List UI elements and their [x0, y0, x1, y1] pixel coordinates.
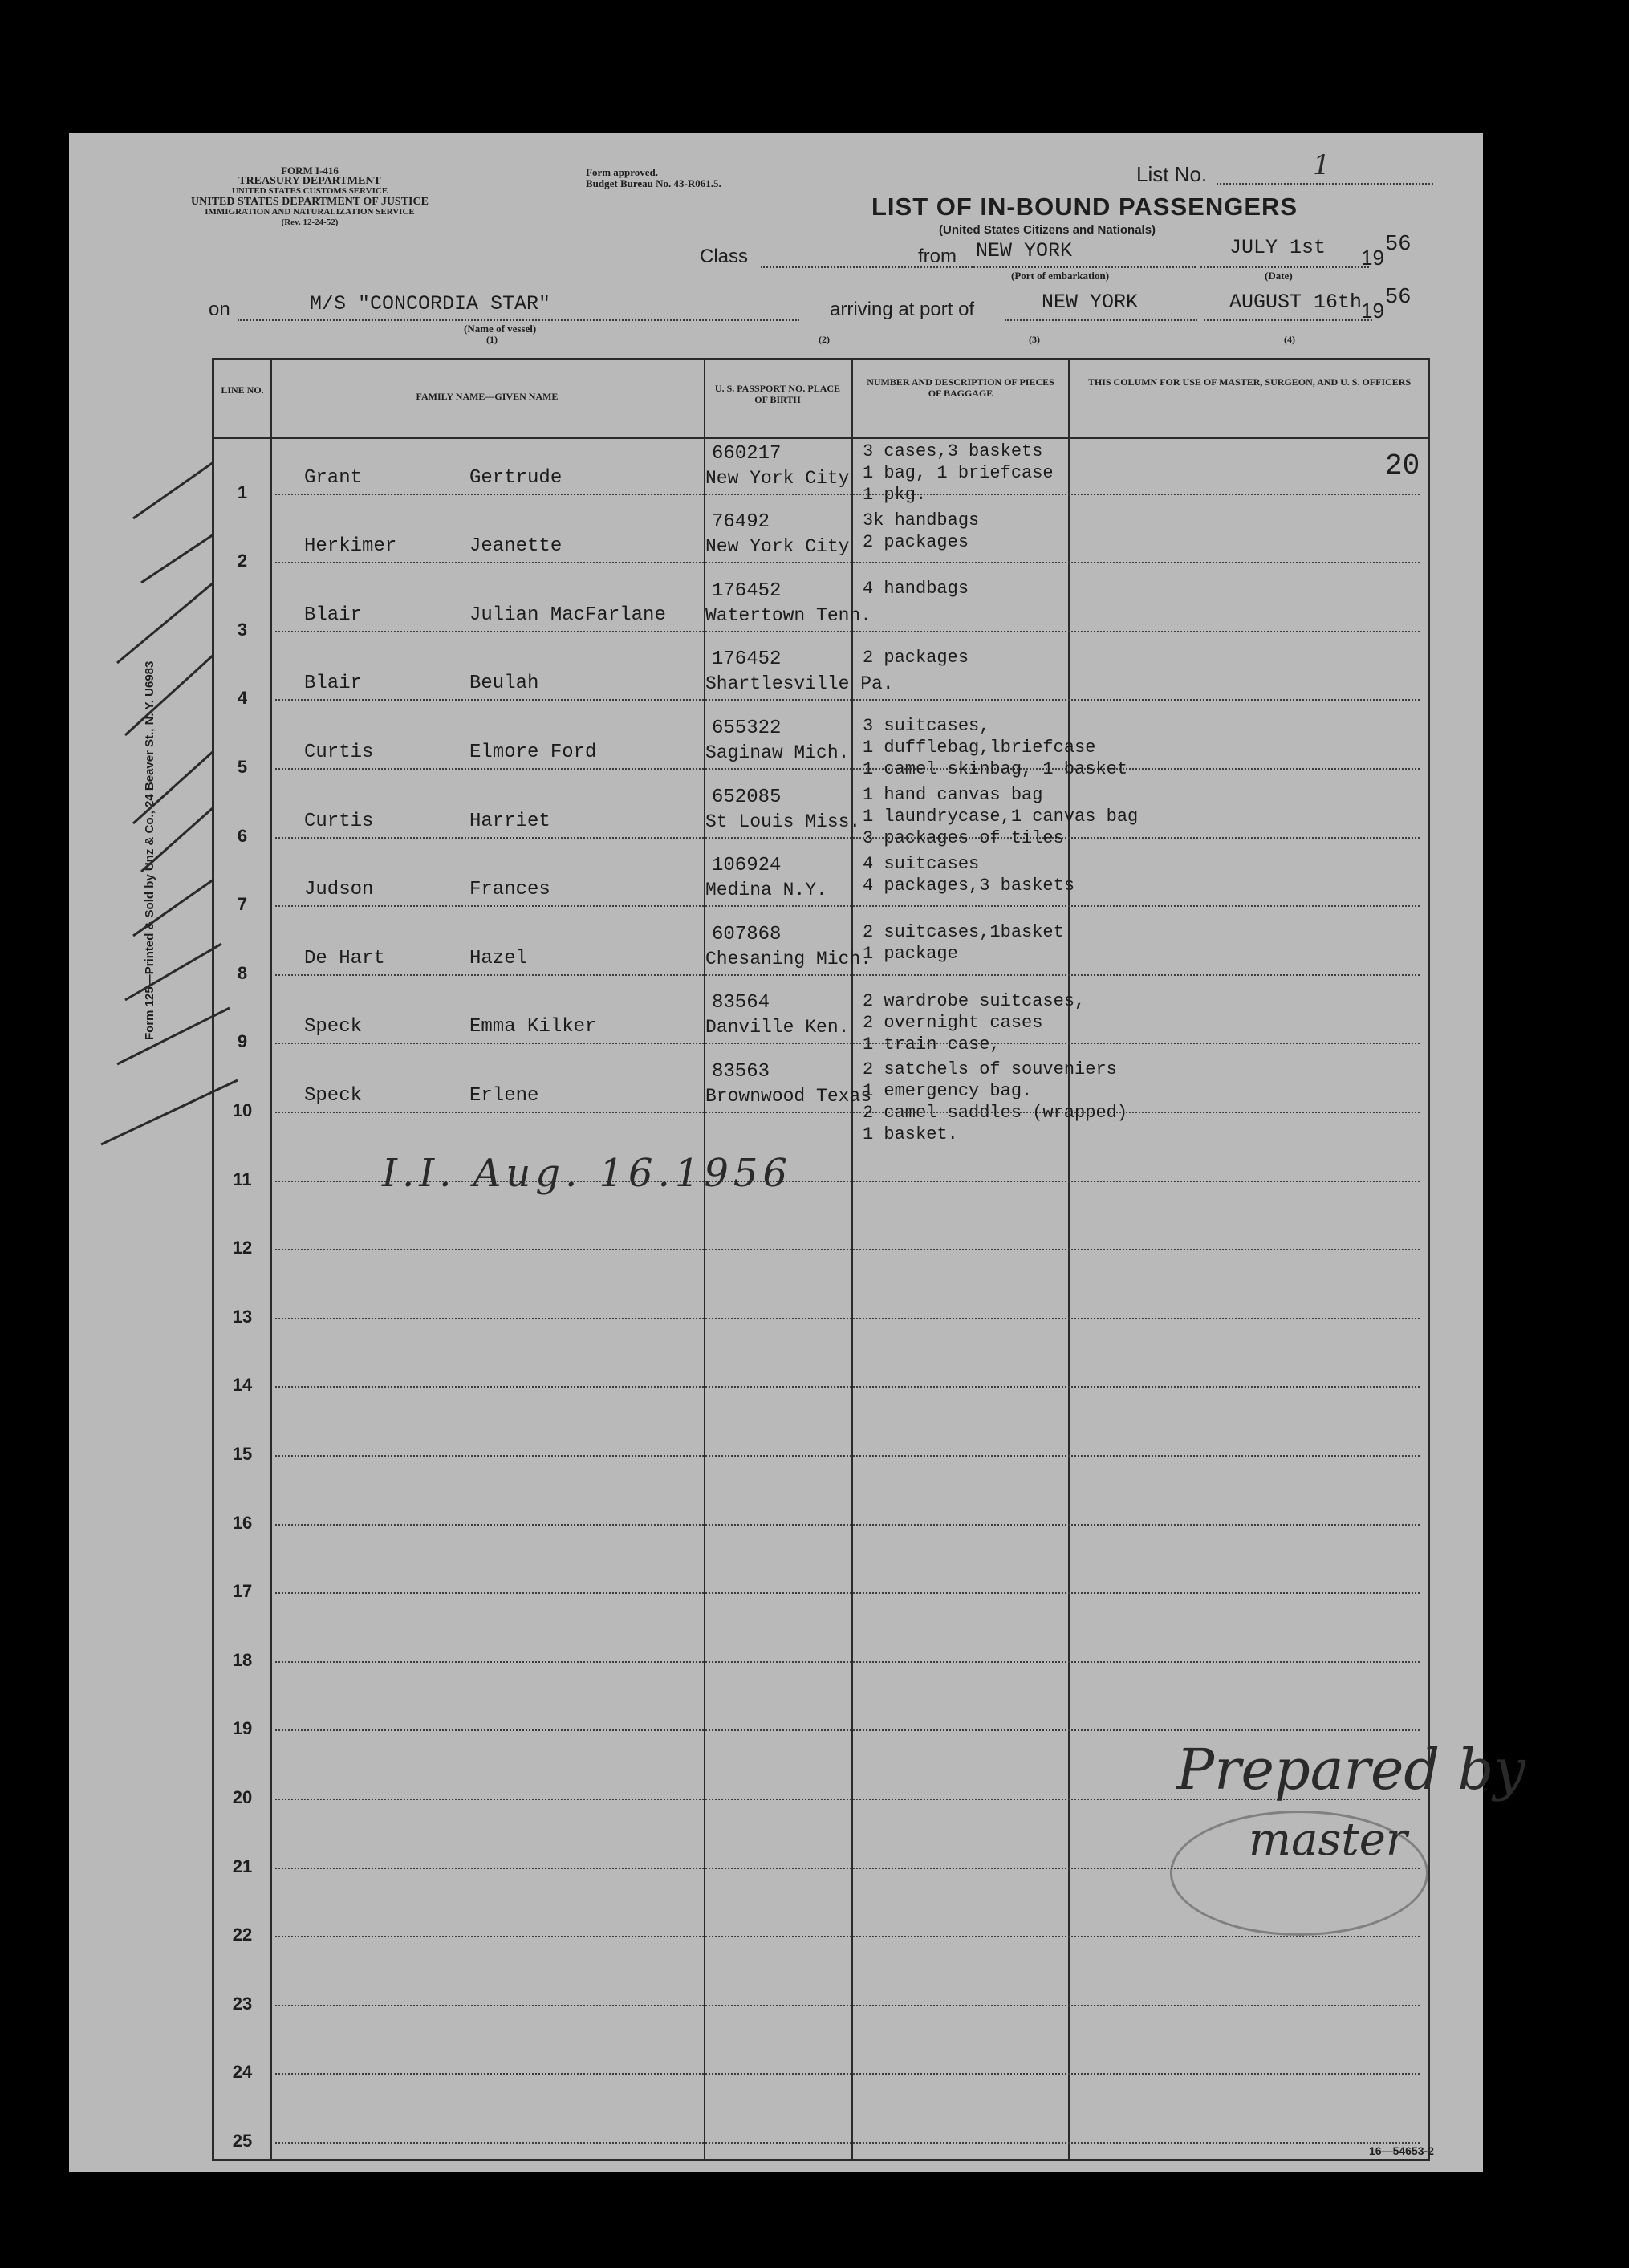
official-stamp: [1170, 1811, 1428, 1936]
row-dotted-line: [275, 1524, 1420, 1526]
line-number: 15: [232, 1443, 253, 1464]
line-number: 17: [232, 1581, 253, 1602]
baggage-item: 1 hand canvas bag: [863, 785, 1043, 805]
table-row: [214, 1262, 1428, 1331]
column-caption-2: (2): [819, 334, 830, 345]
table-row: [214, 2018, 1428, 2087]
baggage-list: [863, 715, 1127, 780]
baggage-item: 1 package: [863, 944, 958, 965]
line-number: 19: [232, 1718, 253, 1739]
passport-number: 76492: [712, 511, 770, 534]
table-row: [214, 1605, 1428, 1674]
line-number: 20: [232, 1786, 253, 1807]
baggage-list: [863, 647, 969, 669]
baggage-item: 4 packages,3 baskets: [863, 875, 1075, 896]
table-row: [214, 1055, 1428, 1145]
line-number: 16: [232, 1512, 253, 1533]
row-dotted-line: [275, 1455, 1420, 1457]
family-name: Grant: [304, 466, 363, 489]
table-row: [214, 1537, 1428, 1606]
table-row: [214, 918, 1428, 987]
line-number: 25: [232, 2130, 253, 2151]
row-dotted-line: [275, 562, 1420, 563]
baggage-item: 2 packages: [863, 531, 969, 552]
baggage-item: 2 suitcases,1basket: [863, 922, 1064, 943]
passenger-list-form: [69, 133, 1525, 2172]
family-name: Blair: [304, 673, 363, 695]
row-dotted-line: [275, 974, 1420, 976]
baggage-item: 3 suitcases,: [863, 716, 990, 737]
table-row: [214, 1468, 1428, 1537]
vessel-name: M/S "CONCORDIA STAR": [310, 292, 551, 315]
row-dotted-line: [275, 2142, 1420, 2144]
table-row: [214, 850, 1428, 919]
family-name: Speck: [304, 1084, 363, 1107]
row-dotted-line: [275, 1043, 1420, 1044]
baggage-list: [863, 578, 969, 600]
row-dotted-line: [275, 837, 1420, 839]
col-header-line: LINE NO.: [221, 384, 264, 396]
baggage-list: [863, 784, 1138, 849]
place-of-birth: Danville Ken.: [705, 1017, 850, 1038]
line-number: 24: [232, 2062, 253, 2083]
year-prefix-1: 19: [1361, 246, 1384, 270]
line-number: 3: [237, 619, 248, 640]
table-row: [214, 1399, 1428, 1468]
given-name: Hazel: [469, 947, 528, 969]
on-label: on: [209, 299, 230, 320]
row-dotted-line: [275, 1661, 1420, 1663]
col-header-officers: THIS COLUMN FOR USE OF MASTER, SURGEON, AND U. S. OFFICERS: [1087, 376, 1412, 388]
class-label: Class: [700, 246, 749, 267]
place-of-birth: Medina N.Y.: [705, 880, 827, 901]
baggage-item: 4 handbags: [863, 579, 969, 600]
passport-number: 652085: [712, 786, 782, 808]
table-row: [214, 2086, 1428, 2155]
officer-count: 20: [1385, 449, 1420, 482]
arrival-date: AUGUST 16th: [1229, 291, 1363, 314]
line-number: 13: [232, 1306, 253, 1327]
embarkation-port: NEW YORK: [976, 239, 1073, 262]
embarkation-date: JULY 1st: [1229, 236, 1326, 259]
given-name: Beulah: [469, 673, 539, 695]
place-of-birth: Chesaning Mich.: [705, 948, 872, 969]
table-row: [214, 1331, 1428, 1400]
baggage-list: [863, 853, 1074, 896]
col-header-name: FAMILY NAME—GIVEN NAME: [416, 391, 559, 402]
baggage-item: 2 overnight cases: [863, 1012, 1043, 1033]
line-number: 1: [237, 482, 248, 502]
row-dotted-line: [275, 699, 1420, 701]
passport-number: 607868: [712, 923, 782, 945]
prepared-by-signature: Prepared by: [1176, 1737, 1525, 1803]
list-number: 1: [1313, 149, 1330, 181]
place-of-birth: Brownwood Texas: [705, 1085, 872, 1107]
given-name: Erlene: [469, 1084, 539, 1107]
baggage-item: 3 cases,3 baskets: [863, 441, 1043, 461]
table-row: [214, 1674, 1428, 1743]
arriving-label: arriving at port of: [830, 299, 975, 320]
arrival-port: NEW YORK: [1042, 291, 1139, 314]
check-marks: [69, 133, 390, 1177]
line-number: 8: [237, 962, 248, 983]
given-name: Elmore Ford: [469, 741, 597, 763]
place-of-birth: St Louis Miss.: [705, 811, 861, 832]
family-name: Blair: [304, 604, 363, 626]
passport-number: 176452: [712, 648, 782, 671]
family-name: Herkimer: [304, 535, 397, 558]
line-number: 2: [237, 551, 248, 571]
row-dotted-line: [275, 494, 1420, 495]
given-name: Jeanette: [469, 535, 563, 558]
table-row: [214, 987, 1428, 1056]
table-row: [214, 1949, 1428, 2018]
table-row: [214, 1193, 1428, 1262]
approved-note: Form approved.: [586, 166, 659, 178]
col-header-baggage: NUMBER AND DESCRIPTION OF PIECES OF BAGGAGE: [867, 376, 1054, 399]
row-dotted-line: [275, 768, 1420, 770]
family-name: Curtis: [304, 741, 374, 763]
baggage-item: 1 bag, 1 briefcase: [863, 463, 1054, 483]
place-of-birth: New York City: [705, 536, 850, 558]
passport-number: 660217: [712, 442, 782, 465]
vessel-caption: (Name of vessel): [464, 323, 537, 335]
line-number: 22: [232, 1925, 253, 1945]
revision: (Rev. 12-24-52): [281, 217, 339, 227]
table-row: [214, 712, 1428, 781]
justice-dept: UNITED STATES DEPARTMENT OF JUSTICE: [191, 196, 429, 208]
table-row: [214, 506, 1428, 575]
immigration-service: IMMIGRATION AND NATURALIZATION SERVICE: [205, 207, 415, 217]
family-name: Judson: [304, 879, 374, 901]
column-caption-1: (1): [486, 334, 498, 345]
printer-imprint: Form 125—Printed & Sold by Unz & Co., 24 Beaver St., N. Y. U6983: [143, 660, 156, 1040]
row-dotted-line: [275, 1936, 1420, 1937]
line-number: 23: [232, 1993, 253, 2014]
form-title: LIST OF IN-BOUND PASSENGERS: [871, 193, 1298, 221]
baggage-item: 2 camel saddles (wrapped): [863, 1103, 1128, 1124]
baggage-item: 2 packages: [863, 647, 969, 668]
col-header-passport: U. S. PASSPORT NO. PLACE OF BIRTH: [714, 383, 841, 405]
baggage-list: [863, 510, 979, 553]
line-number: 14: [232, 1375, 253, 1396]
treasury-dept: TREASURY DEPARTMENT: [238, 175, 381, 187]
family-name: Curtis: [304, 810, 374, 832]
line-number: 18: [232, 1649, 253, 1670]
passport-number: 176452: [712, 579, 782, 602]
row-dotted-line: [275, 905, 1420, 907]
year-prefix-2: 19: [1361, 299, 1384, 323]
given-name: Gertrude: [469, 466, 563, 489]
year-2: 56: [1385, 286, 1412, 310]
passport-number: 106924: [712, 855, 782, 877]
line-number: 10: [232, 1099, 253, 1120]
baggage-item: 2 satchels of souveniers: [863, 1059, 1117, 1080]
baggage-item: 2 wardrobe suitcases,: [863, 990, 1086, 1011]
line-number: 6: [237, 825, 248, 846]
line-number: 11: [233, 1169, 252, 1189]
baggage-item: 1 basket.: [863, 1124, 958, 1145]
row-dotted-line: [275, 631, 1420, 632]
column-caption-3: (3): [1029, 334, 1040, 345]
row-dotted-line: [275, 1249, 1420, 1250]
given-name: Harriet: [469, 810, 550, 832]
baggage-item: 3k handbags: [863, 510, 980, 530]
baggage-list: [863, 441, 1054, 506]
given-name: Emma Kilker: [469, 1016, 597, 1038]
baggage-item: 1 emergency bag.: [863, 1081, 1033, 1102]
line-number: 12: [232, 1238, 253, 1258]
embarkation-caption: (Port of embarkation): [1011, 270, 1110, 282]
footer-code: 16—54653-2: [1369, 2144, 1434, 2157]
baggage-item: 3 packages of tiles: [863, 828, 1064, 848]
form-subtitle: (United States Citizens and Nationals): [939, 223, 1156, 237]
line-number: 4: [237, 688, 248, 709]
given-name: Julian MacFarlane: [469, 604, 666, 626]
customs-service: UNITED STATES CUSTOMS SERVICE: [231, 186, 388, 196]
table-row: [214, 781, 1428, 850]
passport-number: 83563: [712, 1060, 770, 1083]
baggage-list: [863, 990, 1085, 1055]
baggage-list: [863, 921, 1064, 965]
table-row: [214, 575, 1428, 644]
master-signature: master: [1249, 1814, 1408, 1866]
table-row: [214, 437, 1428, 506]
budget-number: Budget Bureau No. 43-R061.5.: [586, 177, 721, 189]
row-dotted-line: [275, 2005, 1420, 2006]
given-name: Frances: [469, 879, 550, 901]
row-dotted-line: [275, 1318, 1420, 1319]
place-of-birth: Watertown Tenn.: [705, 604, 872, 626]
from-label: from: [918, 246, 957, 267]
row-dotted-line: [275, 2073, 1420, 2075]
baggage-item: 4 suitcases: [863, 853, 980, 874]
form-approval: [586, 167, 721, 189]
passport-number: 83564: [712, 992, 770, 1014]
line-number: 21: [232, 1855, 253, 1876]
line-number: 7: [237, 894, 248, 915]
place-of-birth: Shartlesville Pa.: [705, 673, 894, 695]
inspection-annotation: I.I. Aug. 16.1956: [382, 1151, 793, 1196]
row-dotted-line: [275, 1729, 1420, 1731]
year-1: 56: [1385, 233, 1412, 257]
baggage-item: 1 train case,: [863, 1034, 1001, 1055]
line-number: 5: [237, 756, 248, 777]
list-no-label: List No.: [1136, 162, 1208, 186]
place-of-birth: New York City: [705, 467, 850, 489]
column-caption-4: (4): [1284, 334, 1295, 345]
passport-number: 655322: [712, 717, 782, 739]
baggage-item: 1 dufflebag,lbriefcase: [863, 738, 1096, 758]
row-dotted-line: [275, 1592, 1420, 1594]
place-of-birth: Saginaw Mich.: [705, 742, 850, 763]
row-dotted-line: [275, 1112, 1420, 1113]
baggage-item: 1 laundrycase,1 canvas bag: [863, 807, 1139, 827]
date-caption: (Date): [1265, 270, 1293, 282]
row-dotted-line: [275, 1386, 1420, 1388]
baggage-item: 1 pkg.: [863, 485, 927, 505]
baggage-item: 1 camel skinbag, 1 basket: [863, 759, 1128, 780]
family-name: De Hart: [304, 947, 385, 969]
form-number: FORM I-416: [281, 165, 339, 177]
table-row: [214, 644, 1428, 713]
line-number: 9: [237, 1031, 248, 1052]
family-name: Speck: [304, 1016, 363, 1038]
